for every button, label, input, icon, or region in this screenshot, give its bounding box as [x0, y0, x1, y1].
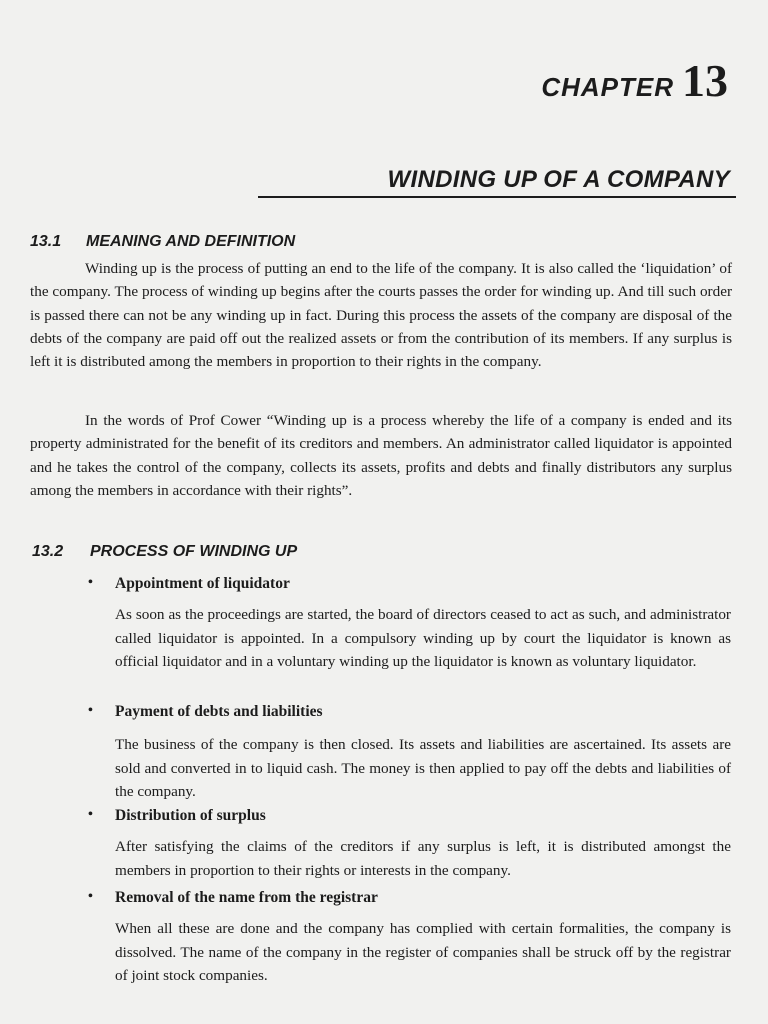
chapter-heading: [541, 55, 728, 106]
bullet-title: Removal of the name from the registrar: [115, 889, 378, 906]
bullet-title: Payment of debts and liabilities: [115, 703, 323, 720]
bullet-marker: •: [88, 807, 93, 822]
bullet-text: The business of the company is then closed. Its assets and liabilities are ascertained. Its assets are sold and converted in to liquid cash. The money is then applied to pay off the debts and liabilities of the company.: [115, 736, 731, 800]
bullet-marker: •: [88, 575, 93, 590]
section-number: 13.2: [32, 543, 64, 560]
bullet-text: After satisfying the claims of the creditors if any surplus is left, it is distributed amongst the members in proportion to their rights or interests in the company.: [115, 838, 731, 879]
bullet-title: Appointment of liquidator: [115, 575, 290, 592]
paragraph-definition: In the words of Prof Cower “Winding up is a process whereby the life of a company is ended and its property administrated for the benefit of its creditors and members. An administrator called liquidator is appointed and he takes the control of the company, collects its assets, profits and debts and finally distributors any surplus among the members in accordance with their rights”.: [30, 412, 732, 499]
section-heading-13-2: [32, 543, 297, 561]
section-title: PROCESS OF WINDING UP: [90, 543, 298, 560]
section-number: 13.1: [30, 233, 62, 250]
bullet-marker: •: [88, 889, 93, 904]
chapter-title: WINDING UP OF A COMPANY: [258, 164, 736, 198]
bullet-marker: •: [88, 703, 93, 718]
chapter-label: CHAPTER: [541, 72, 674, 102]
bullet-text: When all these are done and the company has complied with certain formalities, the company is dissolved. The name of the company in the register of companies shall be struck off by the registrar of joint stock companies.: [115, 920, 731, 984]
bullet-text: As soon as the proceedings are started, the board of directors ceased to act as such, and administrator called liquidator is appointed. In a compulsory winding up by court the liquidator is known as official liquidator and in a voluntary winding up the liquidator is known as voluntary liquidator.: [115, 606, 731, 670]
paragraph-meaning: Winding up is the process of putting an end to the life of the company. It is also called the ‘liquidation’ of the company. The process of winding up begins after the courts passes the order for winding up. And till such order is passed there can not be any winding up in fact. During this process the assets of the company are disposal of the debts of the company are paid off out the realized assets or from the contribution of its members. If any surplus is left it is distributed among the members in proportion to their rights in the company.: [30, 260, 732, 371]
bullet-title: Distribution of surplus: [115, 807, 266, 824]
section-title: MEANING AND DEFINITION: [86, 233, 296, 250]
chapter-number: 13: [682, 55, 728, 106]
